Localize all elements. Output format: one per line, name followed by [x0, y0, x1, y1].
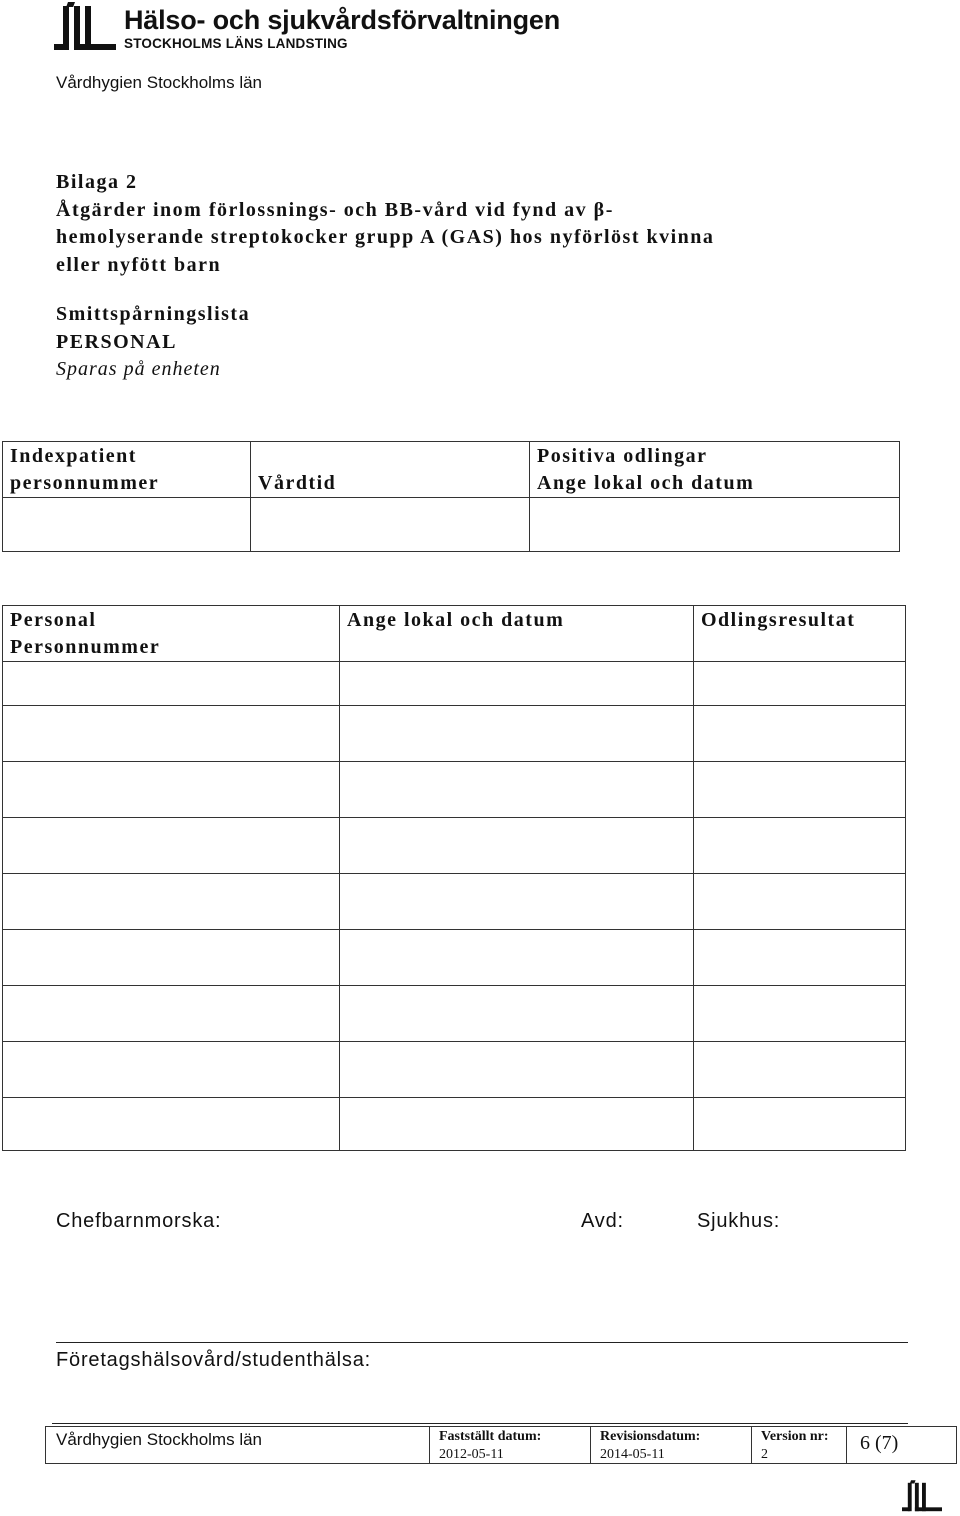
staff-cell[interactable]	[3, 818, 340, 874]
staff-cell[interactable]	[694, 818, 906, 874]
index-cell-vardtid[interactable]	[251, 498, 530, 552]
staff-cell[interactable]	[340, 1042, 694, 1098]
staff-cell[interactable]	[340, 930, 694, 986]
sll-logo-icon	[54, 2, 116, 54]
divider	[52, 1423, 908, 1424]
staff-cell[interactable]	[3, 986, 340, 1042]
logo-subtitle: STOCKHOLMS LÄNS LANDSTING	[124, 36, 348, 51]
index-cell-odlingar[interactable]	[530, 498, 900, 552]
sll-logo-icon	[902, 1480, 942, 1514]
index-header-line-1: Indexpatient	[10, 445, 137, 467]
staff-cell[interactable]	[3, 662, 340, 706]
table-row	[3, 930, 906, 986]
page-number: 6 (7)	[860, 1432, 899, 1454]
list-category: PERSONAL	[56, 330, 177, 353]
table-row	[3, 762, 906, 818]
index-header-vardtid	[251, 442, 530, 498]
divider	[590, 1427, 591, 1463]
staff-cell[interactable]	[340, 1098, 694, 1151]
sjukhus-label: Sjukhus:	[697, 1210, 781, 1232]
footer-revision	[600, 1428, 700, 1464]
footer-org: Vårdhygien Stockholms län	[56, 1430, 263, 1449]
staff-header-odlingsresultat	[694, 606, 906, 662]
list-title: Smittspårningslista	[56, 303, 251, 325]
faststallt-label: Fastställt datum:	[439, 1429, 542, 1444]
table-row	[3, 1098, 906, 1151]
document-heading	[56, 169, 916, 279]
odlingar-header-line-2: Ange lokal och datum	[537, 472, 755, 494]
staff-cell[interactable]	[694, 1098, 906, 1151]
staff-cell[interactable]	[340, 762, 694, 818]
staff-cell[interactable]	[340, 874, 694, 930]
index-cell-personnummer[interactable]	[3, 498, 251, 552]
staff-table	[2, 605, 906, 1151]
chefbarnmorska-label: Chefbarnmorska:	[56, 1210, 222, 1232]
footer-faststallt	[439, 1428, 541, 1464]
heading-line-1: Bilaga 2	[56, 171, 138, 193]
table-row	[3, 986, 906, 1042]
staff-header-line-2: Personnummer	[10, 636, 161, 658]
lokal-datum-label: Ange lokal och datum	[347, 609, 565, 631]
divider	[429, 1427, 430, 1463]
staff-cell[interactable]	[340, 706, 694, 762]
heading-line-2: Åtgärder inom förlossnings- och BB-vård vid fynd av β-	[56, 198, 614, 221]
table-row	[3, 662, 906, 706]
staff-header-personal	[3, 606, 340, 662]
list-subheading	[56, 301, 250, 384]
staff-cell[interactable]	[694, 874, 906, 930]
staff-cell[interactable]	[694, 662, 906, 706]
staff-cell[interactable]	[694, 930, 906, 986]
divider	[751, 1427, 752, 1463]
divider	[56, 1342, 908, 1343]
index-header-line-2: personnummer	[10, 472, 160, 494]
staff-cell[interactable]	[3, 930, 340, 986]
table-row	[3, 1042, 906, 1098]
logo-title: Hälso- och sjukvårdsförvaltningen	[124, 5, 560, 35]
staff-cell[interactable]	[340, 986, 694, 1042]
staff-header-line-1: Personal	[10, 609, 97, 631]
staff-header-lokal-datum	[340, 606, 694, 662]
staff-cell[interactable]	[340, 818, 694, 874]
divider	[846, 1427, 847, 1463]
version-value: 2	[761, 1447, 768, 1462]
table-row	[3, 818, 906, 874]
odlingar-header-line-1: Positiva odlingar	[537, 445, 708, 467]
staff-cell[interactable]	[694, 706, 906, 762]
staff-cell[interactable]	[694, 1042, 906, 1098]
staff-cell[interactable]	[3, 1042, 340, 1098]
index-patient-table	[2, 441, 900, 552]
staff-cell[interactable]	[694, 986, 906, 1042]
staff-cell[interactable]	[3, 1098, 340, 1151]
staff-cell[interactable]	[694, 762, 906, 818]
vardtid-label: Vårdtid	[258, 472, 337, 494]
revision-label: Revisionsdatum:	[600, 1429, 701, 1444]
heading-line-4: eller nyfött barn	[56, 253, 222, 276]
staff-cell[interactable]	[3, 706, 340, 762]
avd-label: Avd:	[581, 1210, 624, 1232]
staff-cell[interactable]	[3, 762, 340, 818]
version-label: Version nr:	[761, 1429, 829, 1444]
table-row	[3, 874, 906, 930]
revision-value: 2014-05-11	[600, 1447, 665, 1462]
foretagshalsovard-label: Företagshälsovård/studenthälsa:	[56, 1349, 371, 1371]
footer	[45, 1426, 957, 1464]
organization-name: Vårdhygien Stockholms län	[56, 73, 263, 92]
staff-cell[interactable]	[340, 662, 694, 706]
faststallt-value: 2012-05-11	[439, 1447, 504, 1462]
heading-line-3: hemolyserande streptokocker grupp A (GAS) hos nyförlöst kvinna	[56, 226, 715, 248]
header-logo	[54, 2, 614, 58]
list-note: Sparas på enheten	[56, 358, 221, 380]
staff-cell[interactable]	[3, 874, 340, 930]
odlingsresultat-label: Odlingsresultat	[701, 609, 856, 631]
footer-version	[761, 1428, 829, 1464]
table-row	[3, 706, 906, 762]
index-header-odlingar	[530, 442, 900, 498]
index-header-personnummer	[3, 442, 251, 498]
